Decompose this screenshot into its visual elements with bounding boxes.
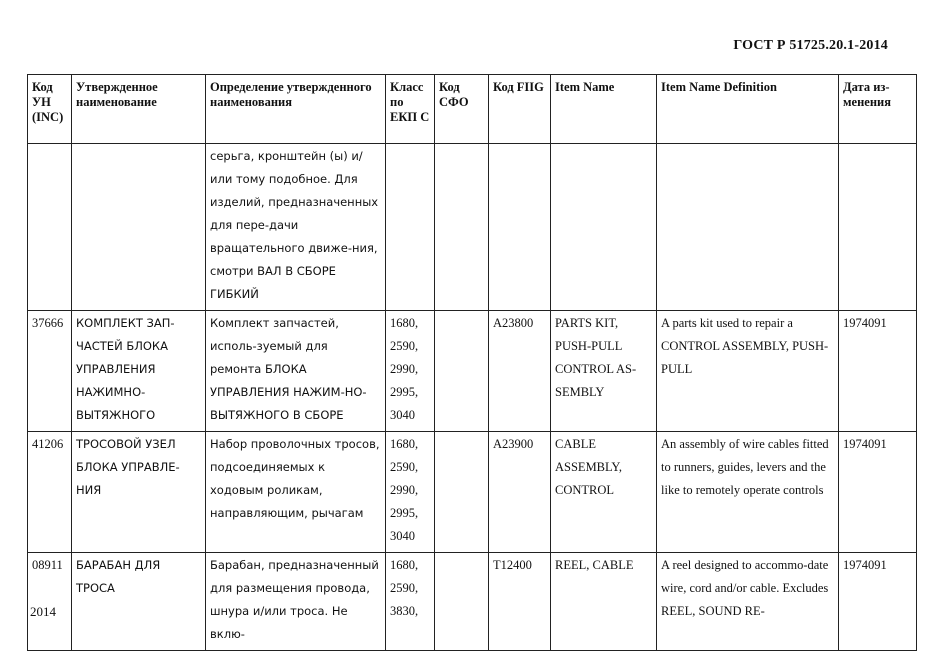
- approved-name-cell: [72, 144, 206, 311]
- column-header: Класс по ЕКП С: [386, 75, 435, 144]
- item-name-cell: [551, 144, 657, 311]
- column-header: Утвержденное наименование: [72, 75, 206, 144]
- date-cell: 1974091: [839, 311, 917, 432]
- column-header: Определение утвержденного наименования: [206, 75, 386, 144]
- column-header: Item Name Definition: [657, 75, 839, 144]
- fiig-cell: T12400: [489, 553, 551, 651]
- column-header: Код FIIG: [489, 75, 551, 144]
- table-row: [28, 144, 917, 311]
- approved-name-cell: ТРОСОВОЙ УЗЕЛ БЛОКА УПРАВЛЕ-НИЯ: [72, 432, 206, 553]
- table-row: [28, 553, 917, 651]
- column-header: Дата из-менения: [839, 75, 917, 144]
- sfo-cell: [435, 144, 489, 311]
- class-cell: [386, 144, 435, 311]
- document-header: ГОСТ Р 51725.20.1-2014: [733, 38, 888, 53]
- sfo-cell: [435, 553, 489, 651]
- class-cell: [386, 311, 435, 432]
- item-name-cell: PARTS KIT, PUSH-PULL CONTROL AS-SEMBLY: [551, 311, 657, 432]
- date-cell: [839, 144, 917, 311]
- class-code: 2995,: [390, 385, 419, 399]
- table-row: [28, 432, 917, 553]
- definition-cell: Комплект запчастей, исполь-зуемый для ремонта БЛОКА УПРАВЛЕНИЯ НАЖИМ-НО-ВЫТЯЖНОГО В СБОРЕ: [206, 311, 386, 432]
- class-code: 1680,: [390, 437, 419, 451]
- date-cell: 1974091: [839, 553, 917, 651]
- item-name-cell: REEL, CABLE: [551, 553, 657, 651]
- fiig-cell: A23800: [489, 311, 551, 432]
- definition-cell: Барабан, предназначенный для размещения провода, шнура и/или троса. Не вклю-: [206, 553, 386, 651]
- approved-name-cell: БАРАБАН ДЛЯ ТРОСА: [72, 553, 206, 651]
- class-code: 2590,: [390, 581, 419, 595]
- table-header-row: [28, 75, 917, 144]
- class-code: 1680,: [390, 316, 419, 330]
- definition-cell: серьга, кронштейн (ы) и/или тому подобное. Для изделий, предназначенных для пере-дачи вращательного движе-ния, смотри ВАЛ В СБОРЕ ГИБКИЙ: [206, 144, 386, 311]
- column-header: Код УН (INC): [28, 75, 72, 144]
- definition-cell: Набор проволочных тросов, подсоединяемых к ходовым роликам, направляющим, рычагам: [206, 432, 386, 553]
- column-header: Код СФО: [435, 75, 489, 144]
- inc-cell: 37666: [28, 311, 72, 432]
- item-definition-cell: A parts kit used to repair a CONTROL ASSEMBLY, PUSH-PULL: [657, 311, 839, 432]
- class-code: 3040: [390, 529, 415, 543]
- item-definition-cell: [657, 144, 839, 311]
- item-definition-cell: A reel designed to accommo-date wire, cord and/or cable. Excludes REEL, SOUND RE-: [657, 553, 839, 651]
- date-cell: 1974091: [839, 432, 917, 553]
- item-definition-cell: An assembly of wire cables fitted to runners, guides, levers and the like to remotely operate controls: [657, 432, 839, 553]
- page-number: 2014: [30, 604, 56, 619]
- class-code: 2990,: [390, 483, 419, 497]
- class-code: 3040: [390, 408, 415, 422]
- inc-cell: [28, 144, 72, 311]
- sfo-cell: [435, 432, 489, 553]
- class-cell: [386, 432, 435, 553]
- class-code: 2590,: [390, 339, 419, 353]
- class-code: 1680,: [390, 558, 419, 572]
- item-name-cell: CABLE ASSEMBLY, CONTROL: [551, 432, 657, 553]
- fiig-cell: [489, 144, 551, 311]
- class-cell: [386, 553, 435, 651]
- inc-cell: 08911: [28, 553, 72, 651]
- inc-cell: 41206: [28, 432, 72, 553]
- class-code: 2590,: [390, 460, 419, 474]
- fiig-cell: A23900: [489, 432, 551, 553]
- table-row: [28, 311, 917, 432]
- sfo-cell: [435, 311, 489, 432]
- column-header: Item Name: [551, 75, 657, 144]
- class-code: 3830,: [390, 604, 419, 618]
- approved-name-cell: КОМПЛЕКТ ЗАП-ЧАСТЕЙ БЛОКА УПРАВЛЕНИЯ НАЖИМНО-ВЫТЯЖНОГО: [72, 311, 206, 432]
- class-code: 2990,: [390, 362, 419, 376]
- class-code: 2995,: [390, 506, 419, 520]
- classification-table: [27, 74, 917, 651]
